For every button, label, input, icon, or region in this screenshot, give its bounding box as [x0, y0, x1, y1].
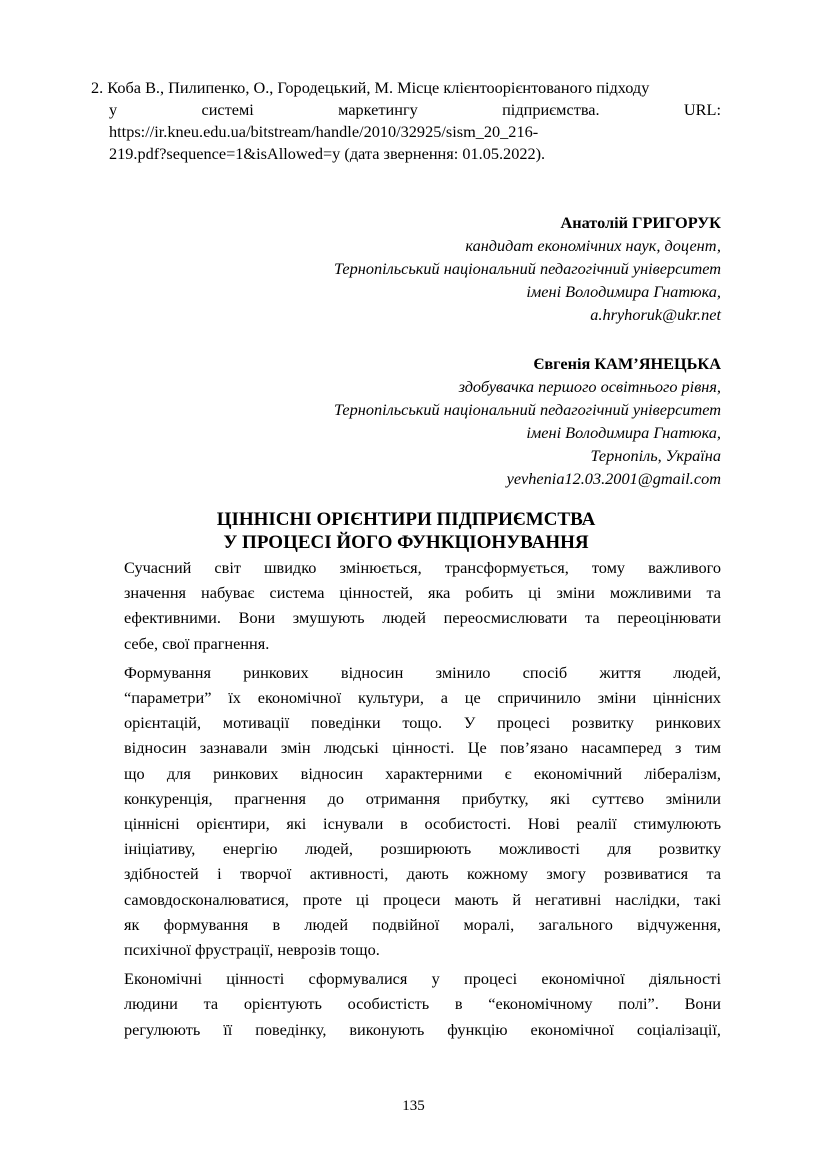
text-line: ціннісні орієнтири, які існували в особистості. Нові реалії стимулюють — [124, 814, 721, 834]
text-line: що для ринкових відносин характерними є економічний лібералізм, — [124, 763, 721, 783]
text-line: здібностей і творчої активності, дають кожному змогу розвиватися та — [124, 864, 721, 884]
author-email: yevhenia12.03.2001@gmail.com — [506, 469, 721, 488]
author-affiliation: імені Володимира Гнатюка, — [526, 282, 721, 301]
text-line: орієнтацій, мотивації поведінки тощо. У процесі розвитку ринкових — [124, 713, 721, 733]
text-line: Формування ринкових відносин змінило спосіб життя людей, — [124, 662, 721, 682]
text-line: відносин зазнавали змін людські цінності. Це пов’язано насамперед з тим — [124, 738, 721, 758]
author-block — [334, 211, 721, 326]
text-line: як формування в людей подвійної моралі, загального відчуження, — [124, 914, 721, 934]
text-line: себе, свої прагнення. — [124, 633, 270, 653]
text-line: значення набуває система цінностей, яка робить ці зміни можливими та — [124, 583, 721, 603]
author-affiliation: Тернопільський національний педагогічний університет — [333, 400, 721, 419]
author-email: a.hryhoruk@ukr.net — [590, 305, 721, 324]
author-name: Анатолій ГРИГОРУК — [560, 213, 721, 232]
text-line: ефективними. Вони змушують людей переосмислювати та переоцінювати — [124, 608, 721, 628]
article-title — [91, 508, 721, 554]
author-name: Євгенія КАМ’ЯНЕЦЬКА — [533, 354, 721, 373]
paragraph — [91, 966, 721, 1042]
reference-line: у системі маркетингу підприємства. URL: — [109, 100, 721, 119]
reference-url: https://ir.kneu.edu.ua/bitstream/handle/2010/32925/sism_20_216- — [109, 122, 539, 141]
author-title: здобувачка першого освітнього рівня, — [458, 377, 721, 396]
paragraph — [91, 660, 721, 962]
title-line: ЦІННІСНІ ОРІЄНТИРИ ПІДПРИЄМСТВА — [216, 509, 596, 530]
reference-number: 2. — [91, 78, 104, 97]
text-line: самовдосконалюватися, проте ці процеси мають й негативні наслідки, такі — [124, 889, 721, 909]
text-line: регулюють її поведінку, виконують функцію економічної соціалізації, — [124, 1019, 721, 1039]
reference-entry — [91, 77, 721, 165]
author-affiliation: імені Володимира Гнатюка, — [526, 423, 721, 442]
article-body — [91, 555, 721, 1046]
text-line: Сучасний світ швидко змінюється, трансформується, тому важливого — [124, 558, 721, 577]
text-line: психічної фрустрації, неврозів тощо. — [124, 940, 380, 960]
text-line: людини та орієнтують особистість в “економічному полі”. Вони — [124, 994, 721, 1014]
author-affiliation: Тернопільський національний педагогічний університет — [333, 259, 721, 278]
text-line: Економічні цінності сформувалися у процесі економічної діяльності — [124, 969, 721, 989]
page-number: 135 — [402, 1098, 425, 1114]
author-block — [334, 352, 721, 490]
author-location: Тернопіль, Україна — [590, 446, 721, 465]
title-line: У ПРОЦЕСІ ЙОГО ФУНКЦІОНУВАННЯ — [223, 532, 589, 553]
author-title: кандидат економічних наук, доцент, — [465, 236, 721, 255]
paragraph — [91, 555, 721, 656]
text-line: конкуренція, прагнення до отримання прибутку, які суттєво змінили — [124, 788, 721, 808]
text-line: “параметри” їх економічної культури, а це спричинило зміни ціннісних — [124, 688, 721, 708]
reference-line: 2. Коба В., Пилипенко, О., Городецький, М. Місце клієнтоорієнтованого підходу — [91, 78, 650, 97]
reference-line: 219.pdf?sequence=1&isAllowed=y (дата звернення: 01.05.2022). — [109, 144, 546, 163]
text-line: ініціативу, енергію людей, розширюють можливості для розвитку — [124, 839, 721, 859]
